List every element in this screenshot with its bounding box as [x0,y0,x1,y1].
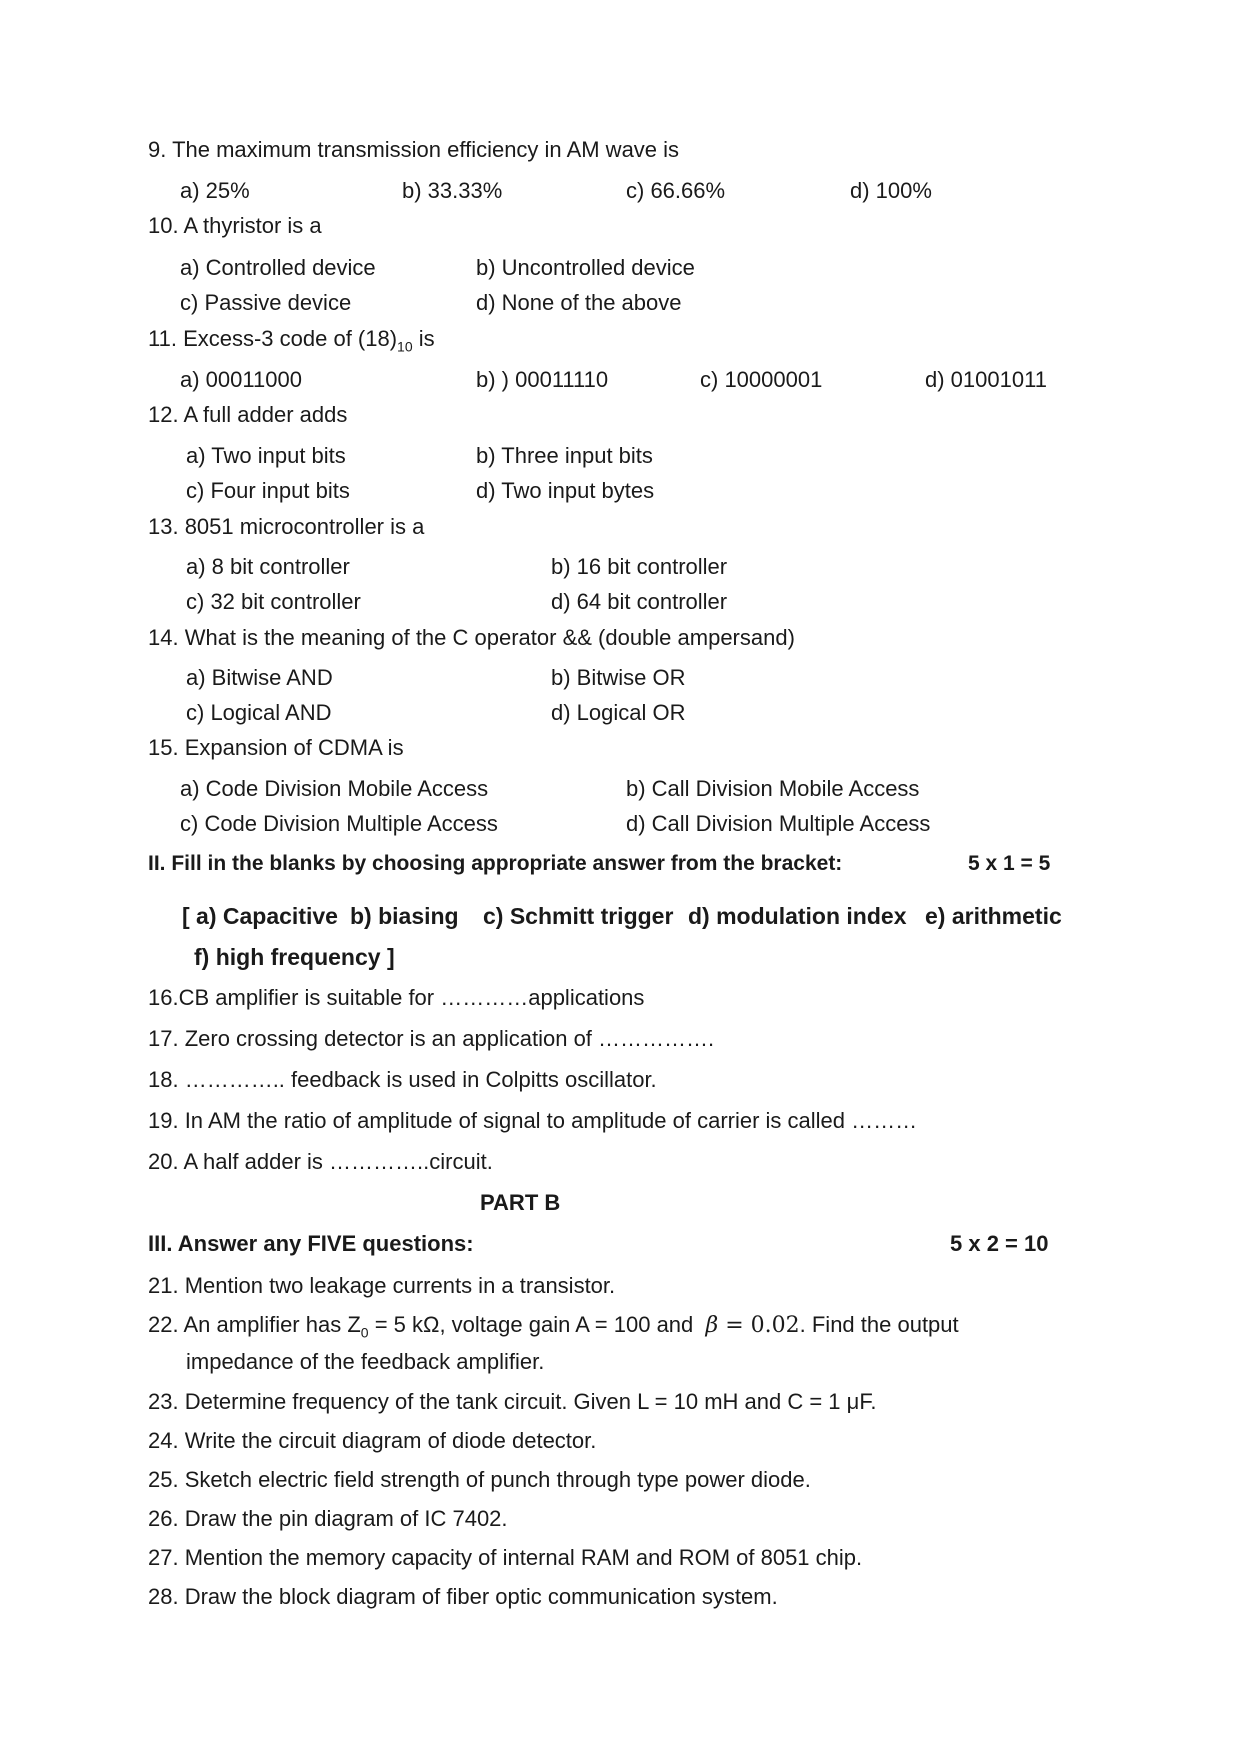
q10-option-d: d) None of the above [476,290,682,315]
question-23: 23. Determine frequency of the tank circuit. Given L = 10 mH and C = 1 μF. [148,1389,877,1414]
question-10: 10. A thyristor is a [148,213,322,238]
question-28: 28. Draw the block diagram of fiber optic communication system. [148,1584,778,1609]
q15-option-c: c) Code Division Multiple Access [180,811,498,836]
question-16: 16.CB amplifier is suitable for …………applications [148,985,645,1010]
question-21: 21. Mention two leakage currents in a transistor. [148,1273,616,1298]
q10-option-b: b) Uncontrolled device [476,255,695,280]
q11-option-d: d) 01001011 [925,367,1047,392]
q13-option-a: a) 8 bit controller [186,554,350,579]
q14-option-a: a) Bitwise AND [186,665,333,690]
q10-option-a: a) Controlled device [180,255,376,280]
q9-option-d: d) 100% [850,178,932,203]
bracket-option-d: d) modulation index [688,903,907,929]
bracket-option-e: e) arithmetic [925,903,1062,929]
q11-option-a: a) 00011000 [180,367,302,392]
q13-option-d: d) 64 bit controller [551,589,728,614]
question-9: 9. The maximum transmission efficiency in AM wave is [148,137,680,162]
q12-option-d: d) Two input bytes [476,478,655,503]
bracket-option-f: f) high frequency ] [194,944,395,970]
question-18: 18. ………….. feedback is used in Colpitts oscillator. [148,1067,657,1092]
section-2-heading: II. Fill in the blanks by choosing appropriate answer from the bracket: [148,852,843,875]
q15-option-b: b) Call Division Mobile Access [626,776,920,801]
question-11: 11. Excess-3 code of $(18)_{10}$ is [148,326,435,355]
q11-option-c: c) 10000001 [700,367,823,392]
q9-option-a: a) 25% [180,178,250,203]
part-b-heading: PART B [480,1190,561,1215]
question-14: 14. What is the meaning of the C operator && (double ampersand) [148,625,795,650]
section-2-marks: 5 x 1 = 5 [968,852,1051,875]
q9-option-c: c) 66.66% [626,178,726,203]
q15-option-a: a) Code Division Mobile Access [180,776,489,801]
question-22: 22. An amplifier has $Z_0 = 5$ kΩ, voltage gain A = 100 and β = 0.02. Find the output [148,1312,959,1341]
question-13: 13. 8051 microcontroller is a [148,514,425,539]
q13-option-b: b) 16 bit controller [551,554,728,579]
question-27: 27. Mention the memory capacity of internal RAM and ROM of 8051 chip. [148,1545,863,1570]
q13-option-c: c) 32 bit controller [186,589,361,614]
q9-option-b: b) 33.33% [402,178,503,203]
section-3-heading: III. Answer any FIVE questions: [148,1231,474,1256]
q11-subscript: 10 [397,338,413,355]
beta-symbol: β [705,1313,719,1338]
question-15: 15. Expansion of CDMA is [148,735,404,760]
q14-option-d: d) Logical OR [551,700,686,725]
q14-option-b: b) Bitwise OR [551,665,686,690]
q14-option-c: c) Logical AND [186,700,332,725]
bracket-option-b: b) biasing [350,903,459,929]
q22-subscript: 0 [360,1324,369,1341]
q12-option-a: a) Two input bits [186,443,346,468]
question-22-line-2: impedance of the feedback amplifier. [186,1349,545,1374]
question-26: 26. Draw the pin diagram of IC 7402. [148,1506,508,1531]
bracket-option-c: c) Schmitt trigger [483,903,674,929]
question-19: 19. In AM the ratio of amplitude of signal to amplitude of carrier is called ……… [148,1108,918,1133]
q10-option-c: c) Passive device [180,290,352,315]
q15-option-d: d) Call Division Multiple Access [626,811,931,836]
section-3-marks: 5 x 2 = 10 [950,1231,1049,1256]
question-24: 24. Write the circuit diagram of diode detector. [148,1428,597,1453]
question-25: 25. Sketch electric field strength of punch through type power diode. [148,1467,811,1492]
question-12: 12. A full adder adds [148,402,348,427]
q12-option-b: b) Three input bits [476,443,653,468]
q11-option-b: b) ) 00011110 [476,367,609,392]
question-20: 20. A half adder is …………..circuit. [148,1149,493,1174]
q12-option-c: c) Four input bits [186,478,350,503]
question-17: 17. Zero crossing detector is an application of ……………. [148,1026,715,1051]
bracket-option-a: [ a) Capacitive [182,903,338,929]
